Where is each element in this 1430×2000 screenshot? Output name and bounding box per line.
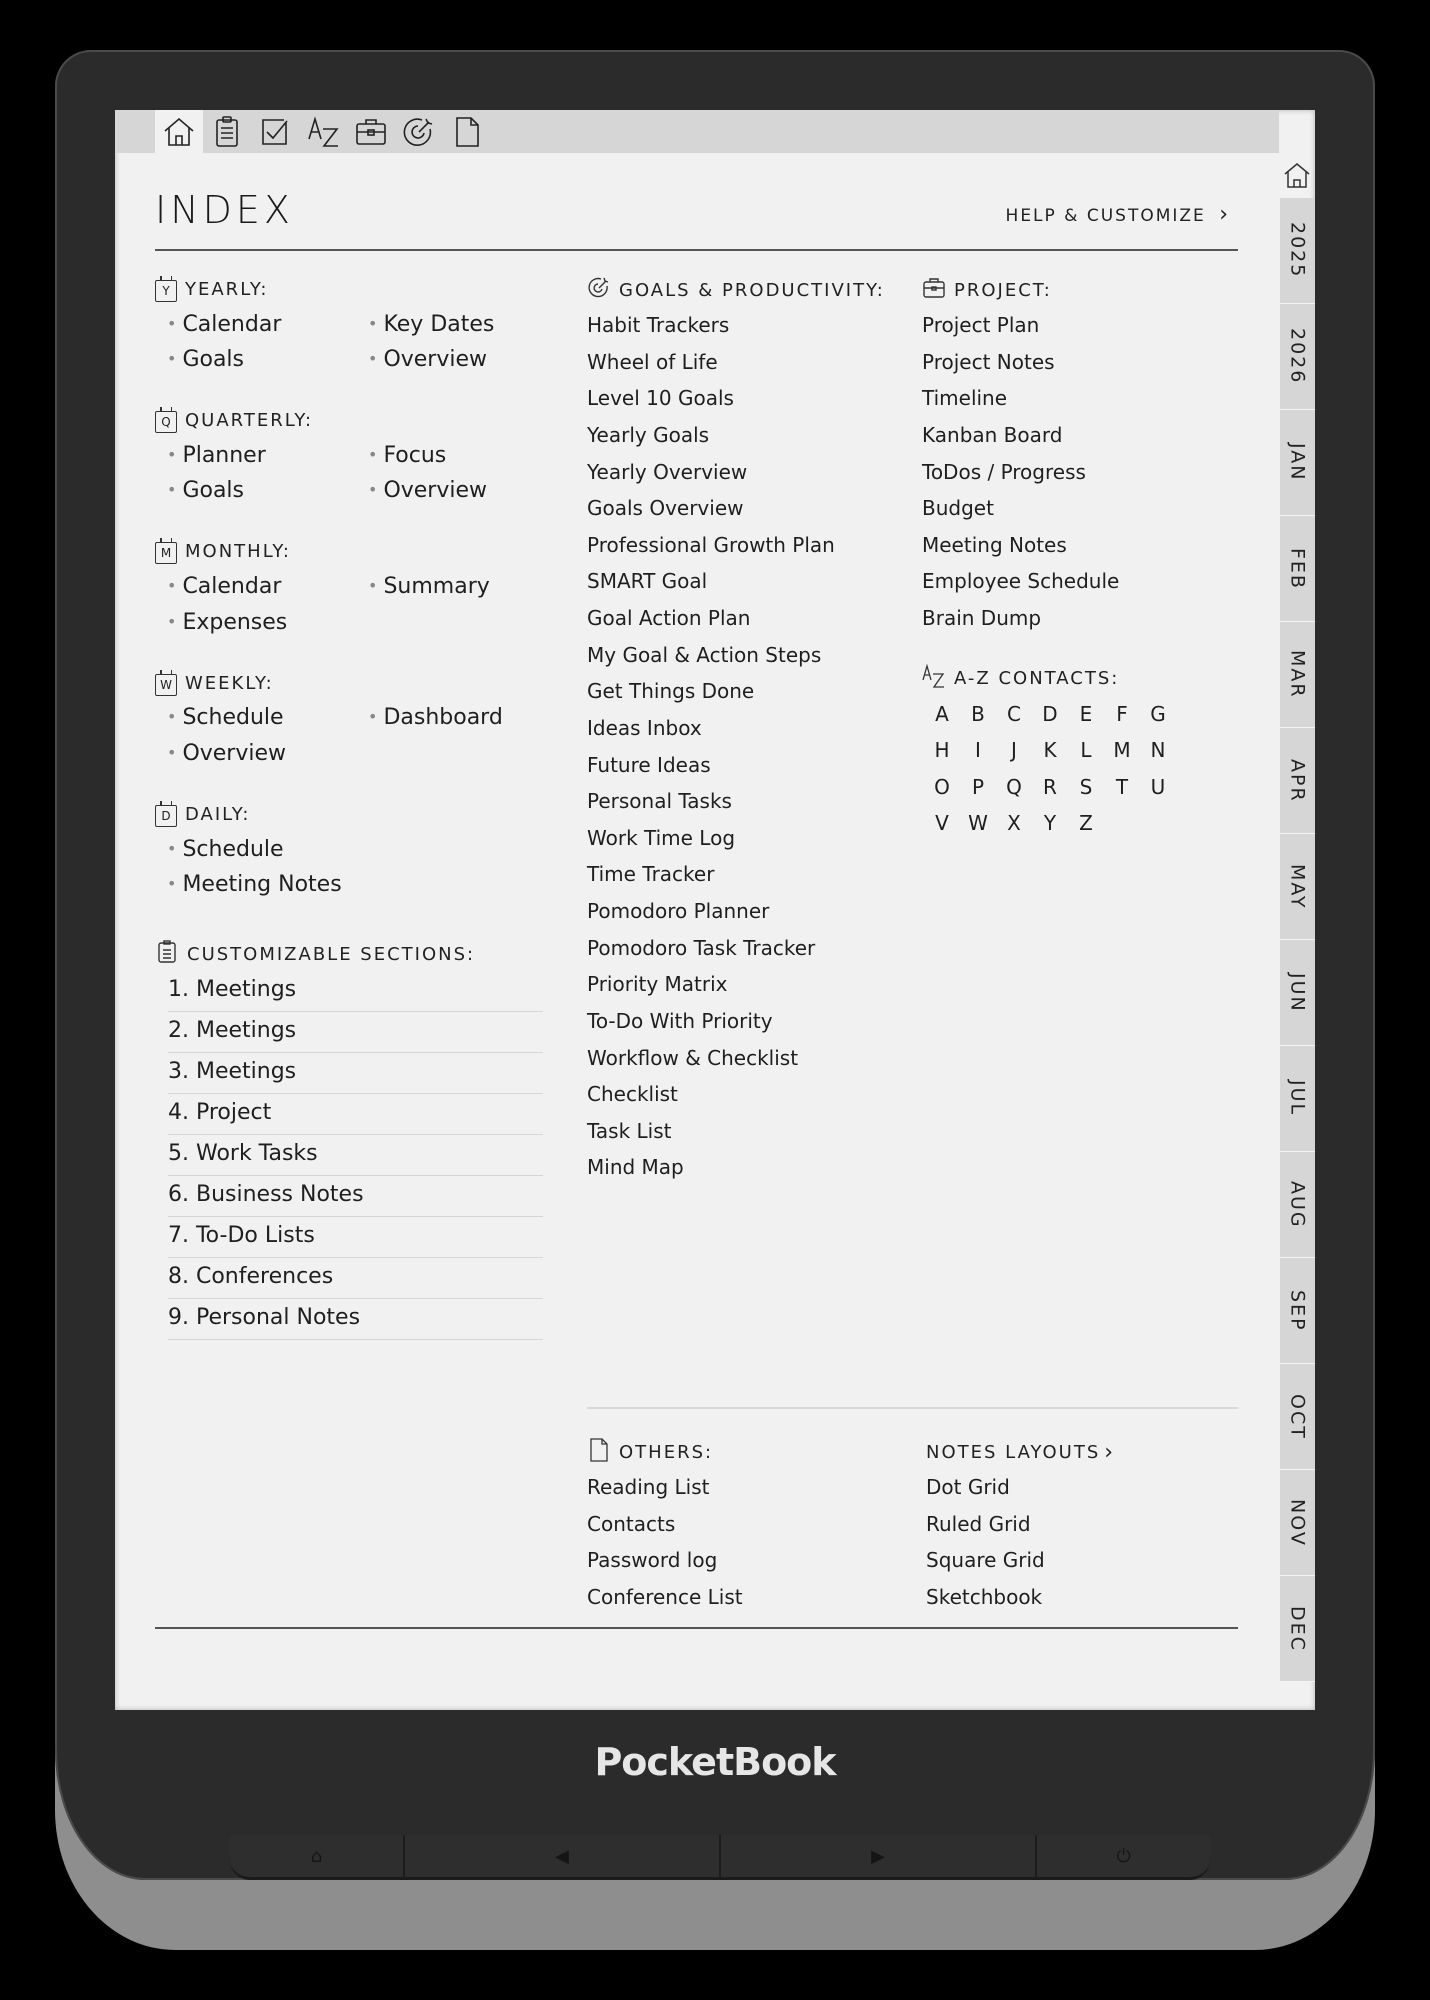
link-smart-goal[interactable]: SMART Goal xyxy=(587,569,708,593)
section-daily: D DAILY: xyxy=(155,801,250,827)
contact-letter-d[interactable]: D xyxy=(1042,702,1058,726)
side-tab[interactable]: SEP xyxy=(1280,1258,1315,1364)
link-daily-meeting-notes[interactable]: • Meeting Notes xyxy=(167,872,342,897)
link-yearly-key-dates[interactable]: • Key Dates xyxy=(368,312,494,337)
contact-letter-g[interactable]: G xyxy=(1150,702,1166,726)
power-icon: ⏻ xyxy=(1116,1845,1131,1867)
section-weekly: W WEEKLY: xyxy=(155,670,274,696)
contact-letter-v[interactable]: V xyxy=(935,811,949,835)
link-future-ideas[interactable]: Future Ideas xyxy=(587,753,711,777)
custom-section-3[interactable]: 3. Meetings xyxy=(168,1053,543,1094)
link-quarterly-planner[interactable]: • Planner xyxy=(167,443,266,468)
link-yearly-goals[interactable]: Yearly Goals xyxy=(587,423,710,447)
document-icon[interactable] xyxy=(443,110,491,153)
contact-letter-n[interactable]: N xyxy=(1150,738,1166,762)
contact-letter-h[interactable]: H xyxy=(934,738,950,762)
link-ruled-grid[interactable]: Ruled Grid xyxy=(926,1512,1031,1536)
briefcase-icon[interactable] xyxy=(347,110,395,153)
side-tab[interactable]: AUG xyxy=(1280,1152,1315,1258)
link-workflow-checklist[interactable]: Workflow & Checklist xyxy=(587,1046,799,1070)
section-goals-productivity: GOALS & PRODUCTIVITY: xyxy=(587,276,885,305)
link-professional-growth-plan[interactable]: Professional Growth Plan xyxy=(587,533,835,557)
section-others: OTHERS: xyxy=(587,1438,713,1467)
link-contacts[interactable]: Contacts xyxy=(587,1512,676,1536)
link-weekly-schedule[interactable]: • Schedule xyxy=(167,705,284,730)
custom-section-2[interactable]: 2. Meetings xyxy=(168,1012,543,1053)
contact-letter-m[interactable]: M xyxy=(1113,738,1131,762)
screen xyxy=(115,110,1315,1710)
page-title: INDEX xyxy=(155,188,294,232)
custom-section-5[interactable]: 5. Work Tasks xyxy=(168,1135,543,1176)
link-work-time-log[interactable]: Work Time Log xyxy=(587,826,736,850)
link-wheel-of-life[interactable]: Wheel of Life xyxy=(587,350,718,374)
link-reading-list[interactable]: Reading List xyxy=(587,1475,710,1499)
contact-letter-e[interactable]: E xyxy=(1079,702,1093,726)
link-yearly-overview[interactable]: • Overview xyxy=(368,347,487,372)
link-brain-dump[interactable]: Brain Dump xyxy=(922,606,1042,630)
contact-letter-l[interactable]: L xyxy=(1080,738,1092,762)
custom-section-6[interactable]: 6. Business Notes xyxy=(168,1176,543,1217)
link-monthly-summary[interactable]: • Summary xyxy=(368,574,490,599)
link-square-grid[interactable]: Square Grid xyxy=(926,1548,1045,1572)
link-ideas-inbox[interactable]: Ideas Inbox xyxy=(587,716,702,740)
link-project-plan[interactable]: Project Plan xyxy=(922,313,1040,337)
contact-letter-a[interactable]: A xyxy=(935,702,949,726)
link-time-tracker[interactable]: Time Tracker xyxy=(587,862,715,886)
contact-letter-o[interactable]: O xyxy=(934,775,950,799)
link-get-things-done[interactable]: Get Things Done xyxy=(587,679,755,703)
link-timeline[interactable]: Timeline xyxy=(922,386,1008,410)
custom-section-1[interactable]: 1. Meetings xyxy=(168,971,543,1012)
checkbox-icon[interactable] xyxy=(251,110,299,153)
link-level-10-goals[interactable]: Level 10 Goals xyxy=(587,386,734,410)
link-todos-progress[interactable]: ToDos / Progress xyxy=(922,460,1086,484)
link-mind-map[interactable]: Mind Map xyxy=(587,1155,684,1179)
hardware-buttons xyxy=(230,1835,1210,1877)
link-personal-tasks[interactable]: Personal Tasks xyxy=(587,789,732,813)
link-goal-action-plan[interactable]: Goal Action Plan xyxy=(587,606,751,630)
link-project-notes[interactable]: Project Notes xyxy=(922,350,1055,374)
side-tab[interactable]: MAR xyxy=(1280,622,1315,728)
home-icon: ⌂ xyxy=(310,1845,323,1867)
section-yearly: Y YEARLY: xyxy=(155,276,269,302)
link-weekly-dashboard[interactable]: • Dashboard xyxy=(368,705,503,730)
contact-letter-t[interactable]: T xyxy=(1115,775,1129,799)
link-dot-grid[interactable]: Dot Grid xyxy=(926,1475,1010,1499)
others-divider xyxy=(587,1407,1238,1409)
contact-letter-x[interactable]: X xyxy=(1007,811,1021,835)
contact-letter-z[interactable]: Z xyxy=(1079,811,1093,835)
custom-section-7[interactable]: 7. To-Do Lists xyxy=(168,1217,543,1258)
triangle-left-icon: ◀ xyxy=(554,1845,569,1867)
side-tab[interactable]: DEC xyxy=(1280,1576,1315,1682)
chevron-right-icon: › xyxy=(1104,1440,1116,1465)
side-tab[interactable]: JUN xyxy=(1280,940,1315,1046)
link-yearly-overview[interactable]: Yearly Overview xyxy=(587,460,748,484)
hw-home-button[interactable] xyxy=(230,1835,405,1880)
link-meeting-notes[interactable]: Meeting Notes xyxy=(922,533,1067,557)
link-pomodoro-task-tracker[interactable]: Pomodoro Task Tracker xyxy=(587,936,816,960)
link-priority-matrix[interactable]: Priority Matrix xyxy=(587,972,728,996)
side-tab[interactable]: APR xyxy=(1280,728,1315,834)
link-habit-trackers[interactable]: Habit Trackers xyxy=(587,313,730,337)
contact-letter-u[interactable]: U xyxy=(1150,775,1166,799)
footer-divider xyxy=(155,1627,1238,1629)
link-weekly-overview[interactable]: • Overview xyxy=(167,741,286,766)
clipboard-icon xyxy=(155,940,179,969)
calendar-d-icon: D xyxy=(155,805,177,827)
link-employee-schedule[interactable]: Employee Schedule xyxy=(922,569,1120,593)
link-yearly-goals[interactable]: • Goals xyxy=(167,347,244,372)
link-monthly-expenses[interactable]: • Expenses xyxy=(167,610,287,635)
link-quarterly-overview[interactable]: • Overview xyxy=(368,478,487,503)
link-goals-overview[interactable]: Goals Overview xyxy=(587,496,744,520)
section-contacts: A-Z CONTACTS: xyxy=(922,664,1119,693)
side-tab[interactable]: MAY xyxy=(1280,834,1315,940)
link-conference-list[interactable]: Conference List xyxy=(587,1585,743,1609)
contact-letter-w[interactable]: W xyxy=(968,811,988,835)
link-daily-schedule[interactable]: • Schedule xyxy=(167,837,284,862)
link-kanban-board[interactable]: Kanban Board xyxy=(922,423,1063,447)
side-tab[interactable]: 2025 xyxy=(1280,198,1315,304)
side-tab-strip xyxy=(1280,110,1315,1710)
side-tab[interactable]: NOV xyxy=(1280,1470,1315,1576)
home-icon[interactable] xyxy=(155,110,203,153)
link-monthly-calendar[interactable]: • Calendar xyxy=(167,574,281,599)
clipboard-icon[interactable] xyxy=(203,110,251,153)
calendar-q-icon: Q xyxy=(155,411,177,433)
link-my-goal-action-steps[interactable]: My Goal & Action Steps xyxy=(587,643,822,667)
link-sketchbook[interactable]: Sketchbook xyxy=(926,1585,1043,1609)
notes-layouts-link[interactable]: NOTES LAYOUTS › xyxy=(926,1440,1116,1465)
document-icon xyxy=(587,1438,611,1467)
link-checklist[interactable]: Checklist xyxy=(587,1082,678,1106)
custom-section-9[interactable]: 9. Personal Notes xyxy=(168,1299,543,1340)
contact-letter-p[interactable]: P xyxy=(971,775,985,799)
section-project: PROJECT: xyxy=(922,276,1052,305)
link-todo-with-priority[interactable]: To-Do With Priority xyxy=(587,1009,773,1033)
contact-letter-k[interactable]: K xyxy=(1043,738,1057,762)
az-icon[interactable] xyxy=(299,110,347,153)
custom-section-4[interactable]: 4. Project xyxy=(168,1094,543,1135)
contact-letter-c[interactable]: C xyxy=(1007,702,1021,726)
contact-letter-i[interactable]: I xyxy=(975,738,981,762)
chevron-right-icon: › xyxy=(1219,202,1230,227)
hw-power-button[interactable] xyxy=(1037,1835,1210,1880)
hw-next-button[interactable] xyxy=(721,1835,1037,1880)
top-nav-bar xyxy=(115,110,1279,153)
ereader-device xyxy=(55,50,1375,1950)
header-divider xyxy=(155,249,1238,251)
link-task-list[interactable]: Task List xyxy=(587,1119,672,1143)
contact-letter-y[interactable]: Y xyxy=(1043,811,1057,835)
calendar-y-icon: Y xyxy=(155,280,177,302)
side-tab[interactable]: JUL xyxy=(1280,1046,1315,1152)
link-pomodoro-planner[interactable]: Pomodoro Planner xyxy=(587,899,770,923)
link-quarterly-focus[interactable]: • Focus xyxy=(368,443,446,468)
contact-letter-b[interactable]: B xyxy=(971,702,985,726)
triangle-right-icon: ▶ xyxy=(871,1845,886,1867)
section-monthly: M MONTHLY: xyxy=(155,538,291,564)
custom-section-8[interactable]: 8. Conferences xyxy=(168,1258,543,1299)
contact-letter-j[interactable]: J xyxy=(1011,738,1017,762)
target-icon[interactable] xyxy=(395,110,443,153)
contact-letter-q[interactable]: Q xyxy=(1006,775,1022,799)
side-tab[interactable]: 2026 xyxy=(1280,304,1315,410)
target-icon xyxy=(587,276,611,305)
az-icon xyxy=(922,664,946,693)
calendar-w-icon: W xyxy=(155,674,177,696)
section-quarterly: Q QUARTERLY: xyxy=(155,407,313,433)
calendar-m-icon: M xyxy=(155,542,177,564)
contact-letter-f[interactable]: F xyxy=(1116,702,1128,726)
device-brand-logo: PocketBook xyxy=(594,1740,836,1784)
side-tab[interactable]: JAN xyxy=(1280,410,1315,516)
device-bezel xyxy=(55,50,1375,1880)
section-customizable: CUSTOMIZABLE SECTIONS: xyxy=(155,940,475,969)
contact-letter-r[interactable]: R xyxy=(1043,775,1057,799)
link-budget[interactable]: Budget xyxy=(922,496,994,520)
link-password-log[interactable]: Password log xyxy=(587,1548,718,1572)
briefcase-icon xyxy=(922,276,946,305)
hw-prev-button[interactable] xyxy=(405,1835,721,1880)
side-tab[interactable]: OCT xyxy=(1280,1364,1315,1470)
side-tab[interactable]: FEB xyxy=(1280,516,1315,622)
link-yearly-calendar[interactable]: • Calendar xyxy=(167,312,281,337)
help-customize-link[interactable]: HELP & CUSTOMIZE › xyxy=(1005,202,1230,227)
side-home-icon[interactable] xyxy=(1282,160,1312,190)
contact-letter-s[interactable]: S xyxy=(1079,775,1093,799)
link-quarterly-goals[interactable]: • Goals xyxy=(167,478,244,503)
